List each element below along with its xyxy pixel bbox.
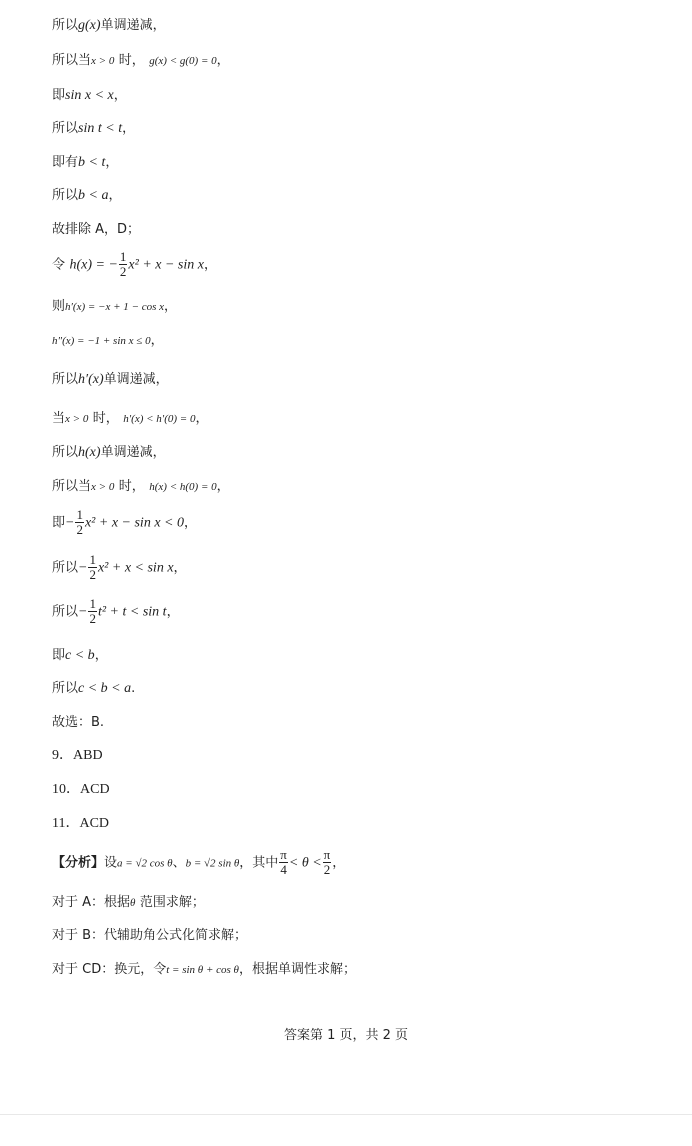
text-line: 则h′(x) = −x + 1 − cos x， [52, 299, 178, 314]
text-line: 所以b < a， [52, 188, 122, 203]
text-line: 故排除 A，D； [52, 222, 141, 237]
text-line: 所以当x > 0 时， h(x) < h(0) = 0， [52, 479, 230, 494]
page-divider [0, 1114, 692, 1115]
text-line: 所以sin t < t， [52, 121, 136, 136]
fraction: $\frac{1}{2}$ [76, 507, 83, 537]
analysis-line: 【分析】设a = √2 cos θ、b = √2 sin θ，其中 $\frac{\pi}{4}$ < θ < $\frac{\pi}{2}$ ， [52, 847, 346, 877]
answer-line: 10．ACD [52, 782, 110, 797]
math-line: 所以− $\frac{1}{2}$ t² + t < sin t， [52, 596, 180, 626]
text-line: 对于 B：代辅助角公式化简求解； [52, 928, 248, 943]
text-line: 故选：B. [52, 715, 105, 730]
answer-line: 11．ACD [52, 816, 110, 831]
fraction: $\frac{\pi}{2}$ [323, 847, 331, 877]
text-line: 所以c < b < a. [52, 681, 136, 696]
fraction: $\frac{\pi}{4}$ [280, 847, 287, 877]
text-line: 所以h′(x)单调递减， [52, 372, 169, 387]
fraction: $\frac{1}{2}$ [89, 552, 96, 582]
fraction: $\frac{1}{2}$ [89, 596, 96, 626]
text-line: 所以h(x)单调递减， [52, 445, 166, 460]
text-line: 对于 CD：换元，令t = sin θ + cos θ，根据单调性求解； [52, 962, 356, 977]
text-line: 即有b < t， [52, 155, 119, 170]
text-line: 当x > 0 时， h′(x) < h′(0) = 0， [52, 411, 209, 426]
text-line: 即c < b， [52, 648, 108, 663]
text-line: 对于 A：根据θ 范围求解； [52, 895, 205, 910]
answer-line: 9．ABD [52, 748, 103, 763]
fraction: $\frac{1}{2}$ [119, 249, 127, 279]
text-line: h″(x) = −1 + sin x ≤ 0， [52, 333, 164, 348]
math-line: 所以− $\frac{1}{2}$ x² + x < sin x， [52, 552, 187, 582]
page-footer: 答案第 1 页，共 2 页 [283, 1028, 409, 1043]
math-line: 令 h(x) = − $\frac{1}{2}$ x² + x − sin x， [52, 249, 217, 279]
text-line: 即sin x < x， [52, 88, 127, 103]
text-line: 所以g(x)单调递减， [52, 18, 166, 33]
text-line: 所以当x > 0 时， g(x) < g(0) = 0， [52, 53, 230, 68]
math-line: 即− $\frac{1}{2}$ x² + x − sin x < 0， [52, 507, 198, 537]
